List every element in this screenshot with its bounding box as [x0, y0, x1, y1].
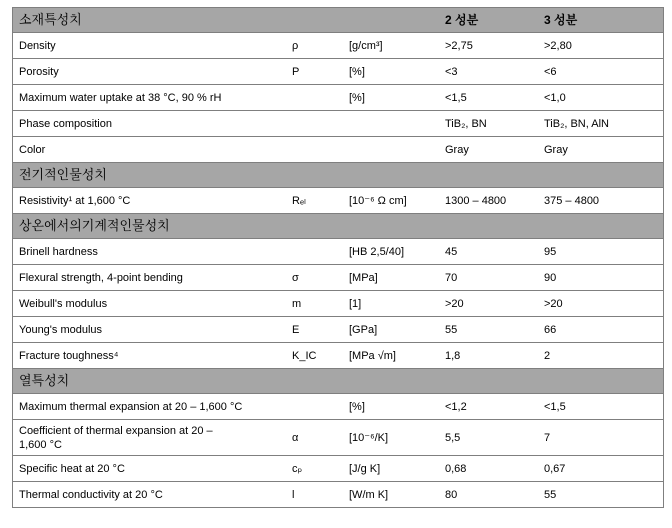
- value-2-component: 0,68: [445, 462, 467, 475]
- value-3-component: <1,5: [544, 400, 566, 413]
- value-2-component: <1,5: [445, 91, 467, 104]
- value-3-component: 0,67: [544, 462, 566, 475]
- property-symbol: [292, 137, 352, 162]
- value-2-component: 70: [445, 271, 458, 284]
- table-row: [13, 239, 663, 265]
- table-row: [13, 59, 663, 85]
- table-row: [13, 111, 663, 137]
- property-name: Specific heat at 20 °C: [19, 462, 125, 475]
- property-unit: [MPa]: [349, 271, 378, 284]
- table-row: [13, 85, 663, 111]
- property-name: Thermal conductivity at 20 °C: [19, 488, 163, 501]
- section-header-material: [13, 8, 663, 33]
- value-2-component: >20: [445, 297, 464, 310]
- value-3-component: >2,80: [544, 39, 572, 52]
- value-3-component: <1,0: [544, 91, 566, 104]
- table-row: [13, 188, 663, 214]
- section-header-electrical: [13, 163, 663, 188]
- value-3-component: <6: [544, 65, 557, 78]
- table-row: [13, 265, 663, 291]
- value-3-component: 375 – 4800: [544, 194, 600, 207]
- table-row: [13, 420, 663, 456]
- value-2-component: Gray: [445, 143, 469, 156]
- property-name: Porosity: [19, 65, 59, 78]
- table-row: [13, 343, 663, 369]
- value-3-component: 66: [544, 323, 557, 336]
- section-title: 소재특성치: [19, 12, 82, 27]
- property-unit: [%]: [349, 91, 365, 104]
- property-symbol: [292, 85, 352, 110]
- table-row: [13, 317, 663, 343]
- property-unit: [g/cm³]: [349, 39, 383, 52]
- value-3-component: >20: [544, 297, 563, 310]
- value-3-component: 95: [544, 245, 557, 258]
- property-name: Density: [19, 39, 56, 52]
- value-2-component: >2,75: [445, 39, 473, 52]
- property-name: Flexural strength, 4-point bending: [19, 271, 183, 284]
- value-3-component: Gray: [544, 143, 568, 156]
- property-unit: [10⁻⁶ Ω cm]: [349, 194, 407, 207]
- property-name: Brinell hardness: [19, 245, 98, 258]
- value-2-component: TiB₂, BN: [445, 117, 487, 130]
- property-symbol: cₚ: [292, 462, 303, 475]
- value-2-component: 45: [445, 245, 458, 258]
- table-row: [13, 33, 663, 59]
- property-name: Maximum thermal expansion at 20 – 1,600 °C: [19, 400, 243, 413]
- property-unit: [HB 2,5/40]: [349, 245, 405, 258]
- property-unit: [GPa]: [349, 323, 378, 336]
- section-header-thermal: [13, 369, 663, 394]
- value-2-component: <1,2: [445, 400, 467, 413]
- value-3-component: 90: [544, 271, 557, 284]
- property-name: Resistivity¹ at 1,600 °C: [19, 194, 131, 207]
- property-unit: [%]: [349, 65, 365, 78]
- value-2-component: <3: [445, 65, 458, 78]
- properties-table: [12, 7, 664, 508]
- property-name: Coefficient of thermal expansion at 20 – 1,600 °C: [19, 424, 213, 451]
- property-name: Maximum water uptake at 38 °C, 90 % rH: [19, 91, 222, 104]
- property-symbol: ρ: [292, 39, 299, 52]
- property-name: Young's modulus: [19, 323, 103, 336]
- property-name: Phase composition: [19, 117, 112, 130]
- value-2-component: 1300 – 4800: [445, 194, 507, 207]
- property-symbol: [292, 394, 352, 419]
- table-row: [13, 394, 663, 420]
- property-symbol: [292, 239, 352, 264]
- property-symbol: Rₑₗ: [292, 194, 306, 207]
- property-symbol: σ: [292, 271, 299, 284]
- property-name: Fracture toughness⁴: [19, 349, 119, 362]
- section-title: 열특성치: [19, 373, 70, 388]
- value-2-component: 55: [445, 323, 458, 336]
- property-unit: [349, 137, 439, 162]
- section-title: 전기적인물성치: [19, 167, 107, 182]
- value-2-component: 5,5: [445, 431, 461, 444]
- property-symbol: [292, 111, 352, 136]
- table-row: [13, 137, 663, 163]
- value-2-component: 1,8: [445, 349, 461, 362]
- value-3-component: TiB₂, BN, AlN: [544, 117, 609, 130]
- section-header-mechanical: [13, 214, 663, 239]
- property-unit: [%]: [349, 400, 365, 413]
- property-symbol: m: [292, 297, 302, 310]
- property-symbol: K_IC: [292, 349, 317, 362]
- property-unit: [W/m K]: [349, 488, 389, 501]
- property-unit: [MPa √m]: [349, 349, 396, 362]
- value-3-component: 7: [544, 431, 551, 444]
- property-symbol: E: [292, 323, 300, 336]
- value-3-component: 55: [544, 488, 557, 501]
- column-header-2-component: 2 성분: [445, 13, 479, 27]
- property-unit: [10⁻⁶/K]: [349, 431, 389, 444]
- property-unit: [1]: [349, 297, 362, 310]
- property-symbol: α: [292, 431, 299, 444]
- table-row: [13, 291, 663, 317]
- property-symbol: P: [292, 65, 300, 78]
- table-row: [13, 482, 663, 508]
- table-row: [13, 456, 663, 482]
- column-header-3-component: 3 성분: [544, 13, 578, 27]
- property-name: Weibull's modulus: [19, 297, 108, 310]
- value-2-component: 80: [445, 488, 458, 501]
- value-3-component: 2: [544, 349, 551, 362]
- property-symbol: l: [292, 488, 295, 501]
- property-name: Color: [19, 143, 46, 156]
- property-unit: [349, 111, 439, 136]
- property-unit: [J/g K]: [349, 462, 381, 475]
- section-title: 상온에서의기계적인물성치: [19, 218, 170, 233]
